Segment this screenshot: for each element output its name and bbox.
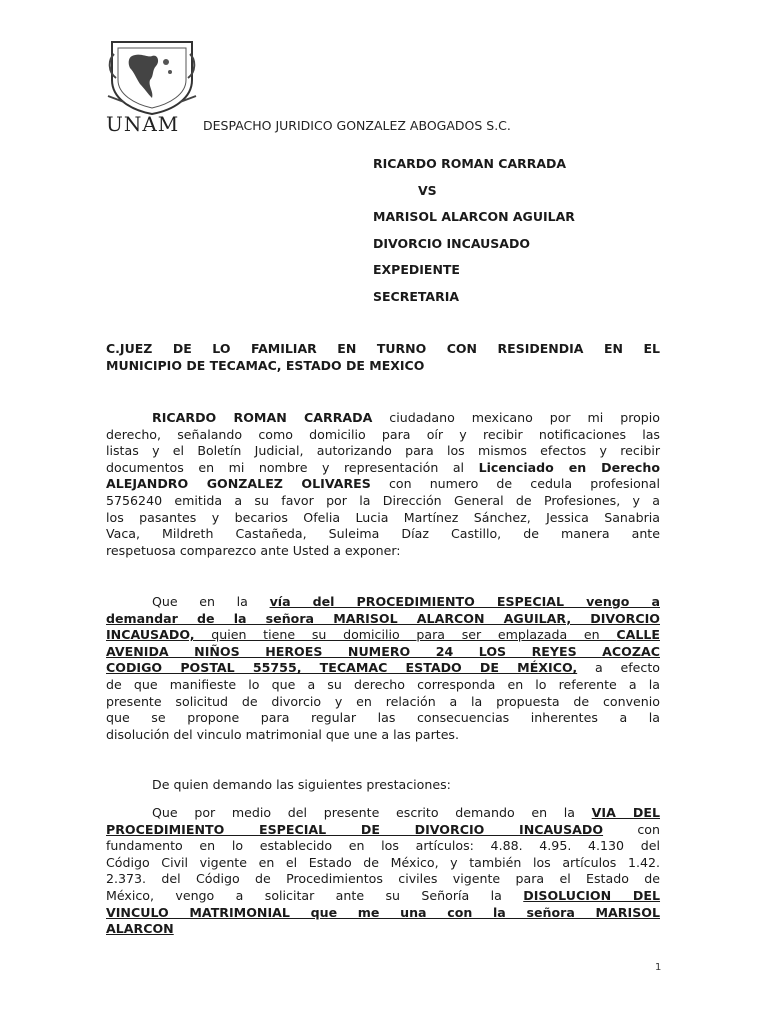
defendant-address: CODIGO POSTAL 55755, TECAMAC ESTADO DE MÉXICO, (106, 660, 578, 676)
para2-line: demandar de la señora MARISOL ALARCON AGUILAR, DIVORCIO (106, 610, 660, 626)
page-number: 1 (655, 962, 662, 973)
paragraph-demand (106, 594, 660, 743)
para3-line: De quien demando las siguientes prestaciones: (152, 777, 451, 792)
paragraph-claims (106, 805, 660, 938)
para4-text: México, vengo a solicitar ante su Señoría la (106, 887, 524, 903)
para1-text: ciudadano mexicano por mi propio (372, 410, 661, 425)
para1-line: 5756240 emitida a su favor por la Dirección General de Profesiones, y a (106, 492, 660, 508)
para1-text: documentos en mi nombre y representación al (106, 459, 479, 475)
para4-line (106, 888, 660, 905)
para2-line: que se propone para regular las consecuencias inherentes a la (106, 710, 660, 726)
para4-text: con (603, 821, 660, 837)
para2-line: presente solicitud de divorcio y en relación a la propuesta de convenio (106, 693, 660, 709)
para2-text: CALLE (616, 627, 660, 643)
attorney-name: ALEJANDRO GONZALEZ OLIVARES (106, 476, 371, 492)
para2-line: de que manifieste lo que a su derecho corresponda en lo referente a la (106, 676, 660, 692)
attorney-title: Licenciado en Derecho (478, 459, 660, 475)
para1-line (106, 460, 660, 477)
unam-seal-logo (104, 36, 200, 116)
caption-matter: DIVORCIO INCAUSADO (373, 236, 530, 251)
para2-line (106, 660, 660, 677)
caption-plaintiff: RICARDO ROMAN CARRADA (373, 156, 567, 171)
para4-text: DISOLUCION DEL (523, 887, 661, 903)
para1-line: respetuosa comparezco ante Usted a exponer: (106, 542, 401, 558)
para4-line (106, 805, 660, 822)
para2-text: Que en la (152, 594, 270, 609)
para2-line: AVENIDA NIÑOS HEROES NUMERO 24 LOS REYES ACOZAC (106, 643, 660, 659)
caption-defendant: MARISOL ALARCON AGUILAR (373, 209, 575, 224)
para1-line: Vaca, Mildreth Castañeda, Suleima Díaz Castillo, de manera ante (106, 526, 660, 542)
para1-line (106, 410, 660, 427)
para1-line (106, 476, 660, 493)
addressee-line-1: C.JUEZ DE LO FAMILIAR EN TURNO CON RESIDENDIA EN EL (106, 341, 660, 356)
paragraph-claims-intro (106, 777, 660, 794)
para4-line (106, 822, 660, 839)
procedure-type: vía del PROCEDIMIENTO ESPECIAL vengo a (269, 594, 660, 609)
para2-line (106, 594, 660, 611)
para4-line: fundamento en lo establecido en los artículos: 4.88. 4.95. 4.130 del (106, 838, 660, 854)
para4-text: Que por medio del presente escrito demando en la (152, 805, 592, 820)
addressee-line-2: MUNICIPIO DE TECAMAC, ESTADO DE MEXICO (106, 358, 425, 373)
para4-text: VIA DEL (591, 805, 660, 820)
para4-line: Código Civil vigente en el Estado de México, y también los artículos 1.42. (106, 854, 660, 870)
unam-logo-text: UNAM (106, 112, 180, 136)
para2-line: disolución del vinculo matrimonial que une a las partes. (106, 726, 460, 742)
caption-secretary-label: SECRETARIA (373, 289, 460, 304)
plaintiff-name: RICARDO ROMAN CARRADA (152, 410, 373, 425)
para1-line: los pasantes y becarios Ofelia Lucia Martínez Sánchez, Jessica Sanabria (106, 509, 660, 525)
para2-line (106, 627, 660, 644)
para4-line: VINCULO MATRIMONIAL que me una con la señora MARISOL (106, 904, 660, 920)
procedure-name: PROCEDIMIENTO ESPECIAL DE DIVORCIO INCAUSADO (106, 821, 604, 837)
para4-line: ALARCON (106, 921, 174, 937)
addressee-block (106, 340, 660, 374)
caption-versus: VS (418, 183, 437, 198)
para2-text: quien tiene su domicilio para ser emplazada en (194, 627, 617, 643)
para1-line: derecho, señalando como domicilio para oír y recibir notificaciones las (106, 426, 660, 442)
para1-line: listas y el Boletín Judicial, autorizando para los mismos efectos y recibir (106, 443, 660, 459)
caption-file-label: EXPEDIENTE (373, 262, 460, 277)
para2-text: INCAUSADO, (106, 627, 195, 643)
para1-text: con numero de cedula profesional (370, 476, 660, 492)
paragraph-appearance (106, 410, 660, 559)
para2-text: a efecto (577, 660, 660, 676)
firm-name: DESPACHO JURIDICO GONZALEZ ABOGADOS S.C. (203, 118, 511, 133)
para4-line: 2.373. del Código de Procedimientos civiles vigente para el Estado de (106, 871, 660, 887)
